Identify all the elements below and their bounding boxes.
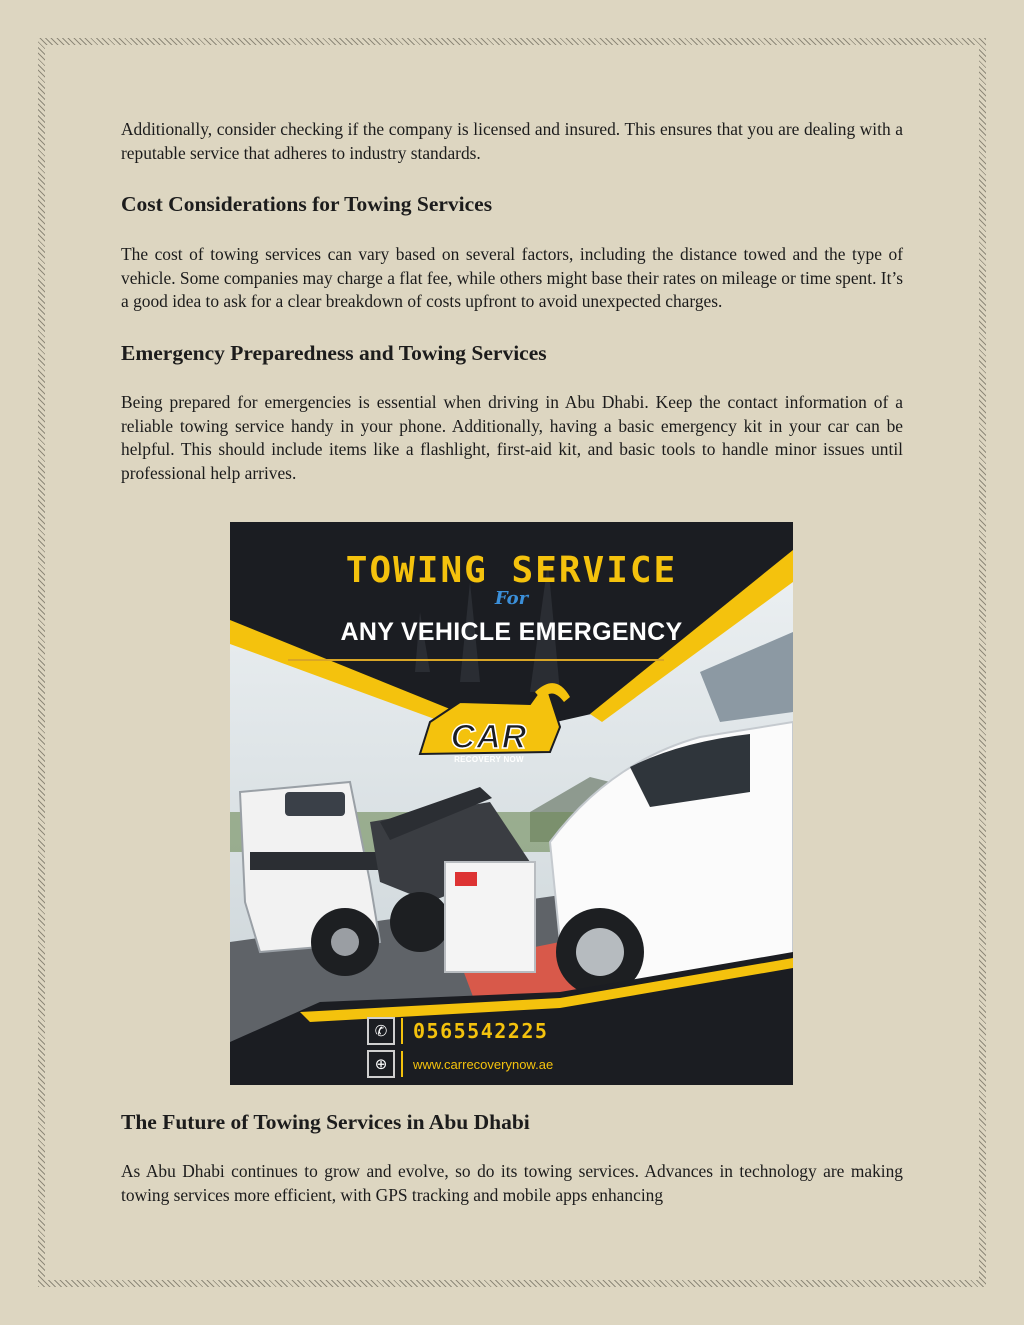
towing-service-poster [230, 522, 793, 1085]
paragraph-emergency: Being prepared for emergencies is essential when driving in Abu Dhabi. Keep the contact information of a reliable towing service handy in your phone. Additionally, having a basic emergency kit in your car can be helpful. This should include items like a flashlight, first-aid kit, and basic tools to handle minor issues until professional help arrives. [121, 391, 903, 483]
heading-cost: Cost Considerations for Towing Services [121, 192, 493, 217]
poster-divider [288, 659, 664, 661]
paragraph-future: As Abu Dhabi continues to grow and evolve, so do its towing services. Advances in technology are making towing services more efficient, with GPS tracking and mobile apps enhancing [121, 1161, 903, 1205]
website-separator [401, 1051, 403, 1077]
logo-wordmark: CAR [450, 718, 528, 756]
document-body-lower [121, 1108, 903, 1207]
logo-tagline: RECOVERY NOW [454, 755, 524, 764]
poster-subtitle: ANY VEHICLE EMERGENCY [340, 618, 683, 646]
poster-title: TOWING SERVICE [345, 550, 678, 591]
website-url: www.carrecoverynow.ae [413, 1056, 554, 1072]
paragraph-cost: The cost of towing services can vary based on several factors, including the distance towed and the type of vehicle. Some companies may charge a flat fee, while others might base their rates on mileage or time spent. It’s a good idea to ask for a clear breakdown of costs upfront to avoid unexpected charges. [121, 244, 904, 312]
heading-emergency: Emergency Preparedness and Towing Services [121, 340, 547, 365]
phone-number: 0565542225 [413, 1019, 549, 1043]
website-row [367, 1049, 553, 1079]
phone-icon: ✆ [367, 1017, 395, 1045]
heading-future: The Future of Towing Services in Abu Dhabi [121, 1110, 530, 1134]
paragraph-licensing: Additionally, consider checking if the company is licensed and insured. This ensures that you are dealing with a reputable service that adheres to industry standards. [121, 119, 903, 163]
document-body [121, 118, 903, 485]
phone-row [367, 1016, 548, 1046]
poster-for-text: For [494, 588, 529, 609]
phone-separator [401, 1018, 403, 1044]
globe-icon: ⊕ [367, 1050, 395, 1078]
